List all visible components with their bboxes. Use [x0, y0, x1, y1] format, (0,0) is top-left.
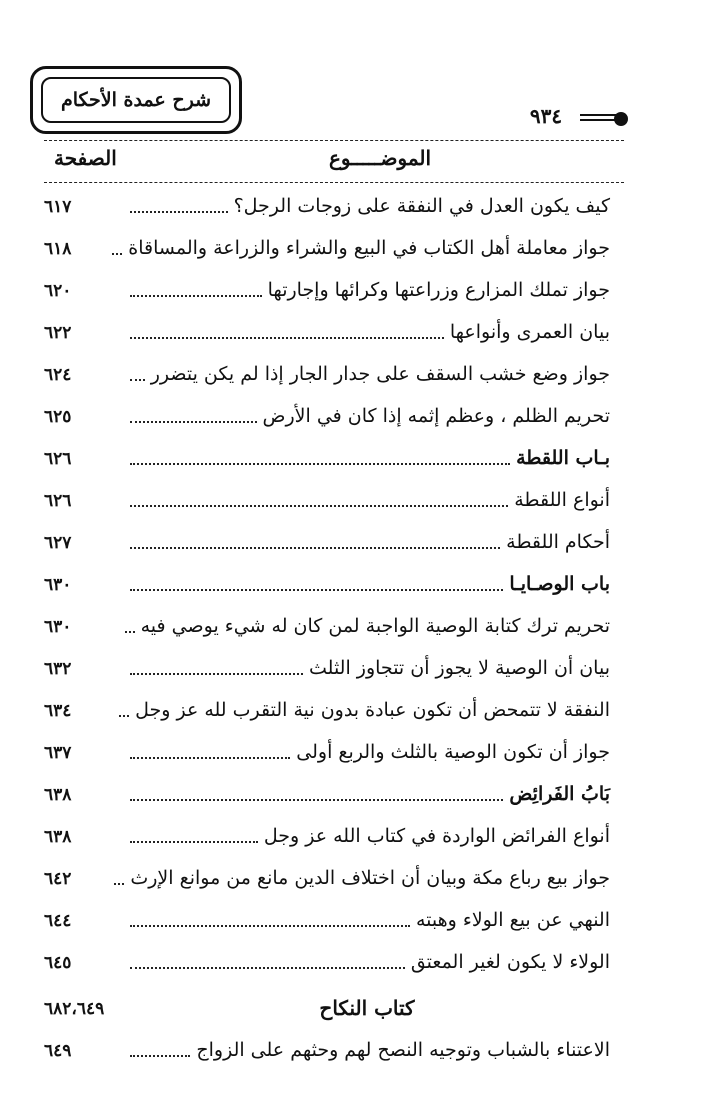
toc-entry-title: جواز وضع خشب السقف على جدار الجار إذا لم يكن يتضرر [150, 363, 610, 385]
header-divider [44, 182, 624, 183]
dot-leader [130, 421, 257, 423]
toc-entry-title: أنواع الفرائض الواردة في كتاب الله عز وجل [263, 825, 610, 847]
toc-entry-page: ٦٤٢ [44, 869, 72, 889]
toc-entry-page: ٦٣٨ [44, 827, 72, 847]
book-title: شرح عمدة الأحكام [60, 89, 212, 111]
book-title-box [30, 66, 242, 134]
toc-book-page-range: ٦٨٢،٦٤٩ [44, 999, 105, 1019]
toc-entry-title: الولاء لا يكون لغير المعتق [410, 951, 610, 973]
toc-entry-title: جواز أن تكون الوصية بالثلث والربع أولى [296, 741, 610, 763]
toc-book-title: كتاب النكاح [319, 996, 415, 1020]
toc-entry [44, 226, 610, 260]
toc-entry [44, 268, 610, 302]
toc-entry-page: ٦٣٨ [44, 785, 72, 805]
column-header-topic: الموضـــــوع [328, 146, 432, 170]
toc-entry [44, 184, 610, 218]
toc-section-title: بَابُ الفَرائِض [509, 783, 610, 805]
toc-book-heading [44, 986, 610, 1020]
toc-entry-title: جواز بيع رباع مكة وبيان أن اختلاف الدين مانع من موانع الإرث [130, 867, 610, 889]
toc-entry-page: ٦٣٧ [44, 743, 72, 763]
dot-leader [130, 757, 290, 759]
toc-entry [44, 730, 610, 764]
toc-entry [44, 478, 610, 512]
toc-entry-page: ٦١٨ [44, 239, 72, 259]
dot-leader [130, 547, 500, 549]
toc-entry-title: جواز تملك المزارع وزراعتها وكرائها وإجارتها [267, 279, 610, 301]
toc-entry-title: بيان العمرى وأنواعها [449, 321, 610, 343]
toc-entry-page: ٦٢٢ [44, 323, 72, 343]
toc-entry-title: تحريم ترك كتابة الوصية الواجبة لمن كان له شيء يوصي فيه [140, 615, 610, 637]
dot-leader [114, 883, 124, 885]
toc-entry-title: أنواع اللقطة [514, 489, 610, 511]
dot-leader [119, 715, 129, 717]
toc-entry-title: جواز معاملة أهل الكتاب في البيع والشراء والزراعة والمساقاة [128, 237, 610, 259]
toc-entry-page: ٦٢٥ [44, 407, 72, 427]
toc-entry [44, 646, 610, 680]
toc-entry-title: كيف يكون العدل في النفقة على زوجات الرجل؟ [233, 195, 610, 217]
toc-entry-page: ٦٢٠ [44, 281, 72, 301]
toc-entry-title: تحريم الظلم ، وعظم إثمه إذا كان في الأرض [262, 405, 610, 427]
toc-entry-title: بيان أن الوصية لا يجوز أن تتجاوز الثلث [309, 657, 610, 679]
toc-entry-page: ٦٣٤ [44, 701, 72, 721]
dot-leader [130, 505, 508, 507]
toc-entry [44, 1028, 610, 1062]
dot-leader [130, 463, 510, 465]
toc-entry [44, 898, 610, 932]
toc-entry [44, 814, 610, 848]
dot-leader [130, 841, 258, 843]
header-decoration-dot [614, 112, 628, 126]
toc-entry-page: ٦٣٠ [44, 575, 72, 595]
toc-entry-page: ٦٢٤ [44, 365, 72, 385]
toc-section-heading [44, 562, 610, 596]
toc-entry-page: ٦٤٩ [44, 1041, 72, 1061]
header-decoration-lines [580, 114, 616, 124]
top-divider [44, 140, 624, 141]
dot-leader [130, 211, 228, 213]
toc-section-title: باب الوصـايـا [509, 573, 610, 595]
toc-entry [44, 604, 610, 638]
toc-entry [44, 394, 610, 428]
toc-entry-page: ٦٢٦ [44, 449, 72, 469]
toc-entry [44, 352, 610, 386]
toc-entry-page: ٦٣٠ [44, 617, 72, 637]
toc-entry-title: الاعتناء بالشباب وتوجيه النصح لهم وحثهم على الزواج [196, 1039, 610, 1061]
dot-leader [130, 379, 145, 381]
toc-entry-page: ٦٤٥ [44, 953, 72, 973]
dot-leader [130, 589, 503, 591]
column-header-page: الصفحة [54, 146, 117, 170]
toc-entry-page: ٦٣٢ [44, 659, 72, 679]
toc-entry [44, 310, 610, 344]
toc-entry-title: أحكام اللقطة [506, 531, 610, 553]
toc-entry-title: النهي عن بيع الولاء وهبته [416, 909, 610, 931]
toc-section-heading [44, 436, 610, 470]
dot-leader [130, 799, 503, 801]
dot-leader [125, 631, 135, 633]
page-number: ٩٣٤ [529, 104, 563, 128]
dot-leader [130, 925, 410, 927]
toc-section-heading [44, 772, 610, 806]
toc-entry-title: النفقة لا تتمحض أن تكون عبادة بدون نية التقرب لله عز وجل [135, 699, 610, 721]
toc-entry-page: ٦٤٤ [44, 911, 72, 931]
dot-leader [130, 295, 262, 297]
dot-leader [130, 967, 405, 969]
toc-section-title: بـاب اللقطة [516, 447, 610, 469]
toc-entry-page: ٦٢٦ [44, 491, 72, 511]
dot-leader [130, 673, 303, 675]
toc-entry [44, 856, 610, 890]
dot-leader [130, 1055, 190, 1057]
toc-entry-page: ٦٢٧ [44, 533, 72, 553]
toc-entry [44, 940, 610, 974]
toc-entry [44, 688, 610, 722]
toc-entry [44, 520, 610, 554]
toc-entry-page: ٦١٧ [44, 197, 72, 217]
book-title-frame [41, 77, 231, 123]
dot-leader [130, 337, 444, 339]
dot-leader [112, 253, 122, 255]
